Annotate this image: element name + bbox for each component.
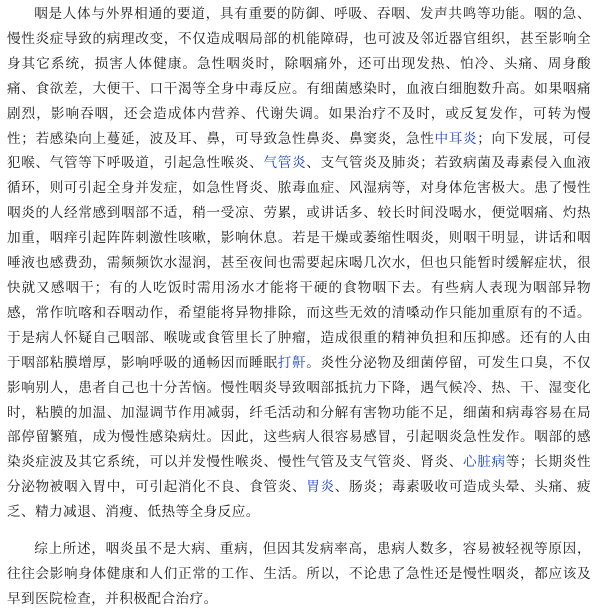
- article-paragraph-summary: 综上所述，咽炎虽不是大病、重病，但因其发病率高，患病人数多，容易被轻视等原因，往往会影响身体健康和人们正常的工作、生活。所以，不论患了急性还是慢性咽炎，都应该及早到医院检查，并积极配合治疗。: [7, 541, 591, 607]
- link-snoring[interactable]: 打鼾: [277, 354, 307, 371]
- link-heart-disease[interactable]: 心脏病: [462, 454, 506, 471]
- link-otitis-media[interactable]: 中耳炎: [434, 130, 478, 147]
- article-paragraph: [7, 2, 591, 525]
- paragraph-text: ；向下发展，可侵犯喉、气管等下呼吸道，引起急性喉炎、: [7, 130, 591, 172]
- paragraph-text: 等；长期炎性分泌物被咽入胃中，可引起消化不良、食管炎、: [7, 454, 591, 496]
- paragraph-text: 。炎性分泌物及细菌停留，可发生口臭，不仅影响别人，患者自己也十分苦恼。慢性咽炎导致咽部抵抗力下降，遇气候冷、热、干、湿变化时，粘膜的加温、加湿调节作用减弱，纤毛活动和分解有害物功能不足，细菌和病毒容易在局部停留繁殖，成为慢性感染病灶。因此，这些病人很容易感冒，引起咽炎急性发作。咽部的感染炎症波及其它系统，可以并发慢性喉炎、慢性气管及支气管炎、肾炎、: [7, 354, 591, 471]
- link-gastritis[interactable]: 胃炎: [306, 479, 335, 496]
- paragraph-text: 、支气管炎及肺炎；若致病菌及毒素侵入血液循环，则可引起全身并发症，如急性肾炎、脓毒血症、风湿病等，对身体危害极大。患了慢性咽炎的人经常感到咽部不适，稍一受凉、劳累，或讲话多、较长时间没喝水，便觉咽痛、灼热加重，咽痒引起阵阵刺激性咳嗽，影响休息。若是干燥或萎缩性咽炎，则咽干明显，讲话和咽唾液也感费劲，需频频饮水湿润，甚至夜间也需要起床喝几次水，但也只能暂时缓解症状，很快就又感咽干；有的人吃饭时需用汤水才能将干硬的食物咽下去。有些病人表现为咽部异物感，常作吭喀和吞咽动作，希望能将异物排除，而这些无效的清嗓动作只能加重原有的不适。于是病人怀疑自己咽部、喉咙或食管里长了肿瘤，造成很重的精神负担和压抑感。还有的人由于咽部粘膜增厚，影响呼吸的通畅因而睡眠: [7, 155, 591, 371]
- article-body: [7, 2, 591, 612]
- link-tracheitis[interactable]: 气管炎: [263, 155, 307, 172]
- paragraph-text: 、肠炎；毒素吸收可造成头晕、头痛、疲乏、精力减退、消瘦、低热等全身反应。: [7, 479, 591, 521]
- paragraph-text: 咽是人体与外界相通的要道，具有重要的防御、呼吸、吞咽、发声共鸣等功能。咽的急、慢性炎症导致的病理改变，不仅造成咽局部的机能障碍，也可波及邻近器官组织，甚至影响全身其它系统，损害人体健康。急性咽炎时，除咽痛外，还可出现发热、怕冷、头痛、周身酸痛、食欲差，大便干、口干渴等全身中毒反应。有细菌感染时，血液白细胞数升高。如果咽痛剧烈，影响吞咽，还会造成体内营养、代谢失调。如果治疗不及时，或反复发作，可转为慢性；若感染向上蔓延，波及耳、鼻，可导致急性鼻炎、鼻窦炎，急性: [7, 6, 591, 147]
